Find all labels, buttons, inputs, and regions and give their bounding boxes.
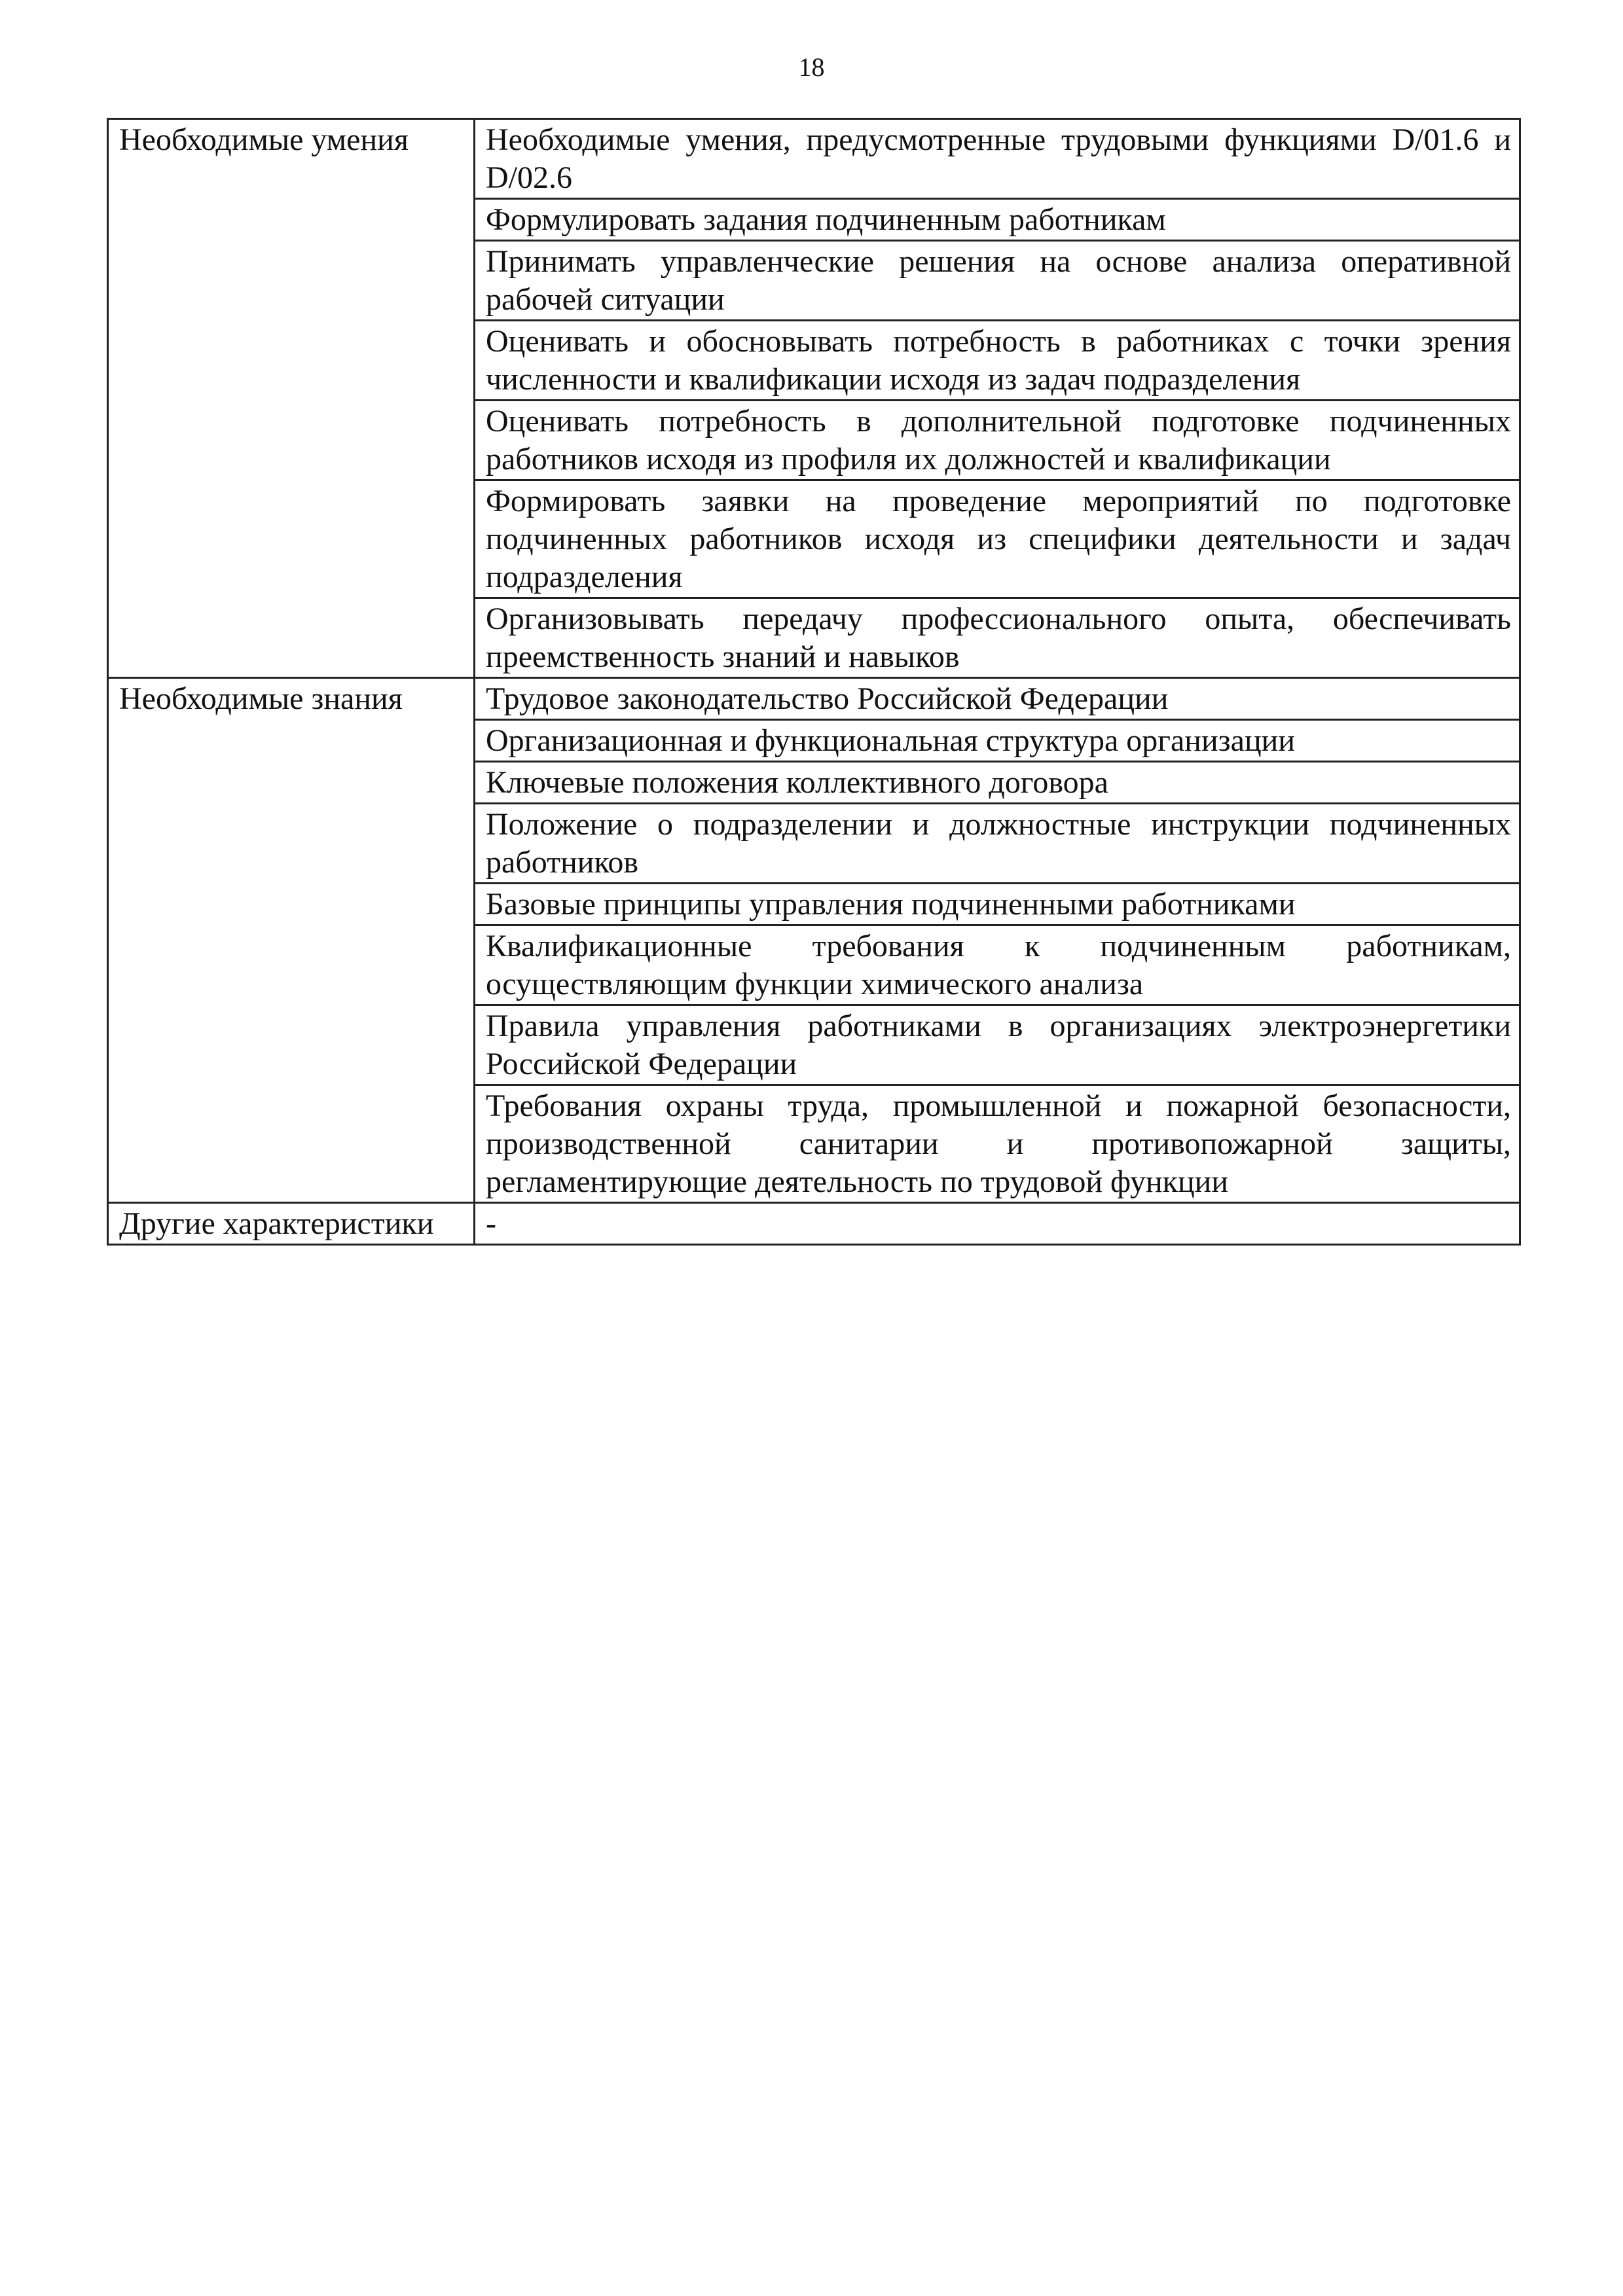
- table-cell: Формировать заявки на проведение мероприятий по подготовке подчиненных работников исходя из специфики деятельности и задач подразделения: [475, 480, 1520, 598]
- table-cell: Организовывать передачу профессионального опыта, обеспечивать преемственность знаний и навыков: [475, 598, 1520, 678]
- table-row: [108, 1203, 1520, 1245]
- table-cell: Ключевые положения коллективного договора: [475, 762, 1520, 804]
- table-cell: Правила управления работниками в организациях электроэнергетики Российской Федерации: [475, 1005, 1520, 1085]
- table-row: [108, 678, 1520, 720]
- table-cell: Необходимые умения, предусмотренные трудовыми функциями D/01.6 и D/02.6: [475, 119, 1520, 199]
- table-cell: Оценивать и обосновывать потребность в работниках с точки зрения численности и квалификации исходя из задач подразделения: [475, 321, 1520, 401]
- table-cell: Базовые принципы управления подчиненными работниками: [475, 884, 1520, 925]
- table-cell: Квалификационные требования к подчиненным работникам, осуществляющим функции химического анализа: [475, 925, 1520, 1005]
- table-cell: Положение о подразделении и должностные инструкции подчиненных работников: [475, 804, 1520, 884]
- requirements-table: [107, 118, 1521, 1246]
- table-row: [108, 119, 1520, 199]
- table-cell: Принимать управленческие решения на основе анализа оперативной рабочей ситуации: [475, 241, 1520, 321]
- row-label-skills: Необходимые умения: [108, 119, 475, 678]
- page-number: 18: [798, 52, 825, 82]
- table-cell: Требования охраны труда, промышленной и пожарной безопасности, производственной санитарии и противопожарной защиты, регламентирующие деятельность по трудовой функции: [475, 1085, 1520, 1203]
- table-cell: -: [475, 1203, 1520, 1245]
- row-label-knowledge: Необходимые знания: [108, 678, 475, 1203]
- table-cell: Формулировать задания подчиненным работникам: [475, 199, 1520, 241]
- row-label-other: Другие характеристики: [108, 1203, 475, 1245]
- table-cell: Трудовое законодательство Российской Федерации: [475, 678, 1520, 720]
- table-cell: Оценивать потребность в дополнительной подготовке подчиненных работников исходя из профиля их должностей и квалификации: [475, 401, 1520, 480]
- table-cell: Организационная и функциональная структура организации: [475, 720, 1520, 762]
